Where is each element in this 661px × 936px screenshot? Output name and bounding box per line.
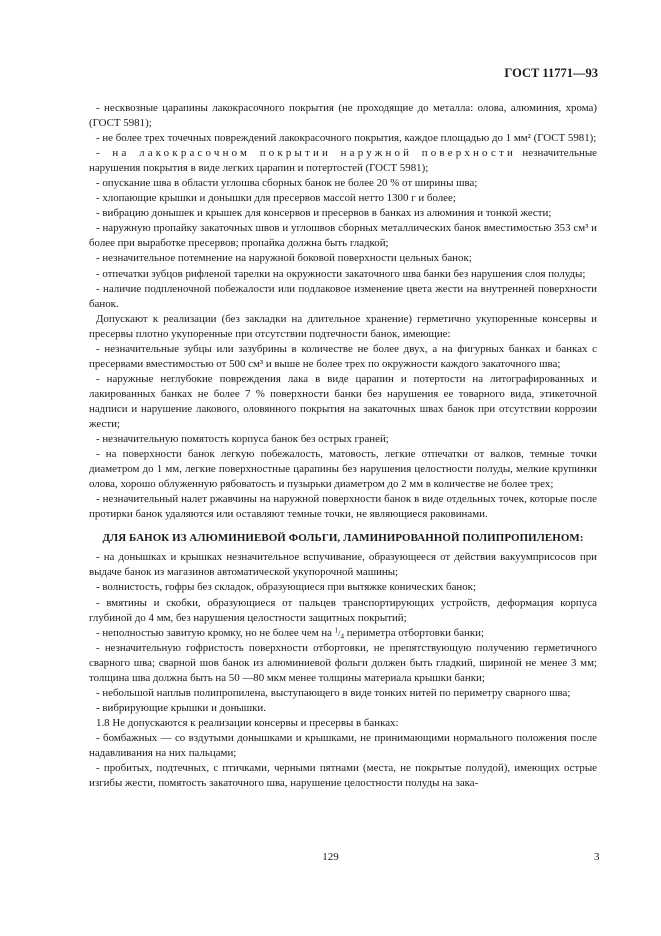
paragraph: - на поверхности банок легкую побежалость, матовость, легкие отпечатки от валков, темные точки диаметром до 1 мм, легкие поверхностные царапины без нарушения целостности полуды, мелкие крупинки олова, хорошо облуженную рябоватость и пузырьки диаметром до 2 мм в количестве не более трех; <box>89 448 597 491</box>
paragraph <box>89 626 597 641</box>
paragraph: - незначительный налет ржавчины на наружной поверхности банок в виде отдельных точек, которые после протирки банок удаляются или оставляют темные точки, не являющиеся раковинами. <box>89 493 597 521</box>
paragraph: - наружные неглубокие повреждения лака в виде царапин и потертости на литографированных и лакированных банках не более 7 % поверхности банки без нарушения ее товарного вида, этикеточной надписи и нарушение лакового, оловянного покрытия на закаточных швах банок при отсутствии коррозии жести; <box>89 372 597 430</box>
paragraph: - бомбажных — со вздутыми донышками и крышками, не принимающими нормального положения после надавливания на них пальцами; <box>89 731 597 759</box>
paragraph: - несквозные царапины лакокрасочного покрытия (не проходящие до металла: олова, алюминия, хрома) (ГОСТ 5981); <box>89 102 597 130</box>
fraction-denominator: 4 <box>340 632 344 641</box>
paragraph: - незначительную помятость корпуса банок без острых граней; <box>96 433 389 446</box>
paragraph: - волнистость, гофры без складок, образующиеся при вытяжке конических банок; <box>96 581 476 594</box>
paragraph: - незначительное потемнение на наружной боковой поверхности цельных банок; <box>96 252 472 265</box>
paragraph: - на донышках и крышках незначительное вспучивание, образующееся от действия вакуумприсосов при выдаче банок из магазинов автоматической укупорочной машины; <box>89 551 597 579</box>
paragraph: 1.8 Не допускаются к реализации консервы и пресервы в банках: <box>96 716 399 729</box>
paragraph: - небольшой наплыв полипропилена, выступающего в виде тонких нитей по периметру сварного шва; <box>96 686 571 699</box>
paragraph: - пробитых, подтечных, с птичками, черными пятнами (места, не покрытые полудой), имеющих острые изгибы жести, помятость закаточного шва, нарушение целостности полуды на зака- <box>89 762 597 790</box>
paragraph-text: незначительные нарушения покрытия в виде легких царапин и потертостей (ГОСТ 5981); <box>89 147 597 175</box>
paragraph: - вибрацию донышек и крышек для консервов и пресервов в банках из алюминия и тонкой жести; <box>96 207 552 220</box>
fraction-numerator: 1 <box>334 625 339 634</box>
paragraph: - хлопающие крышки и донышки для пресервов массой нетто 1300 г и более; <box>96 192 456 205</box>
paragraph: - незначительную гофристость поверхности отбортовки, не препятствующую получению герметичного сварного шва; сварной шов банок из алюминиевой фольги должен быть гладкий, шириной не менее 3 мм; толщина шва должна быть на 50 —80 мкм менее толщины материала крышки банки; <box>89 641 597 684</box>
paragraph <box>89 146 597 176</box>
paragraph: - наружную пропайку закаточных швов и углошвов сборных металлических банок вместимостью 353 см³ и более при выработке пресервов; пропайка должна быть гладкой; <box>89 222 597 250</box>
section-heading: ДЛЯ БАНОК ИЗ АЛЮМИНИЕВОЙ ФОЛЬГИ, ЛАМИНИРОВАННОЙ ПОЛИПРОПИЛЕНОМ: <box>102 532 584 545</box>
paragraph: - незначительные зубцы или зазубрины в количестве не более двух, а на фигурных банках и банках с пресервами вместимостью от 500 см³ и выше не более трех по окружности каждого закаточного шва; <box>89 342 597 370</box>
document-code: ГОСТ 11771—93 <box>504 66 598 80</box>
paragraph: - вибрирующие крышки и донышки. <box>96 701 266 714</box>
spaced-phrase: - на лакокрасочном покрытии наружной поверхности <box>96 147 516 160</box>
paragraph: - наличие подпленочной побежалости или подлаковое изменение цвета жести на внутренней поверхности банок. <box>89 282 597 310</box>
page-number: 129 <box>322 851 339 863</box>
paragraph: - опускание шва в области углошва сборных банок не более 20 % от ширины шва; <box>96 177 478 190</box>
paragraph-text: периметра отбортовки банки; <box>346 626 485 639</box>
paragraph: - вмятины и скобки, образующиеся от пальцев транспортирующих устройств, деформация корпуса глубиной до 4 мм, без нарушения целостности защитных покрытий; <box>89 596 597 624</box>
document-body <box>89 101 597 791</box>
sheet-number: 3 <box>594 851 600 863</box>
paragraph: - не более трех точечных повреждений лакокрасочного покрытия, каждое площадью до 1 мм² (ГОСТ 5981); <box>96 132 597 145</box>
fraction: $^1/_4$ <box>334 625 344 641</box>
paragraph: Допускают к реализации (без закладки на длительное хранение) герметично укупоренные консервы и пресервы плотно укупоренные при отсутствии подтечности банок, имеющие: <box>89 312 597 340</box>
paragraph: - отпечатки зубцов рифленой тарелки на окружности закаточного шва банки без нарушения слоя полуды; <box>96 267 586 280</box>
paragraph-text: - неполностью завитую кромку, но не более чем на <box>96 626 333 639</box>
